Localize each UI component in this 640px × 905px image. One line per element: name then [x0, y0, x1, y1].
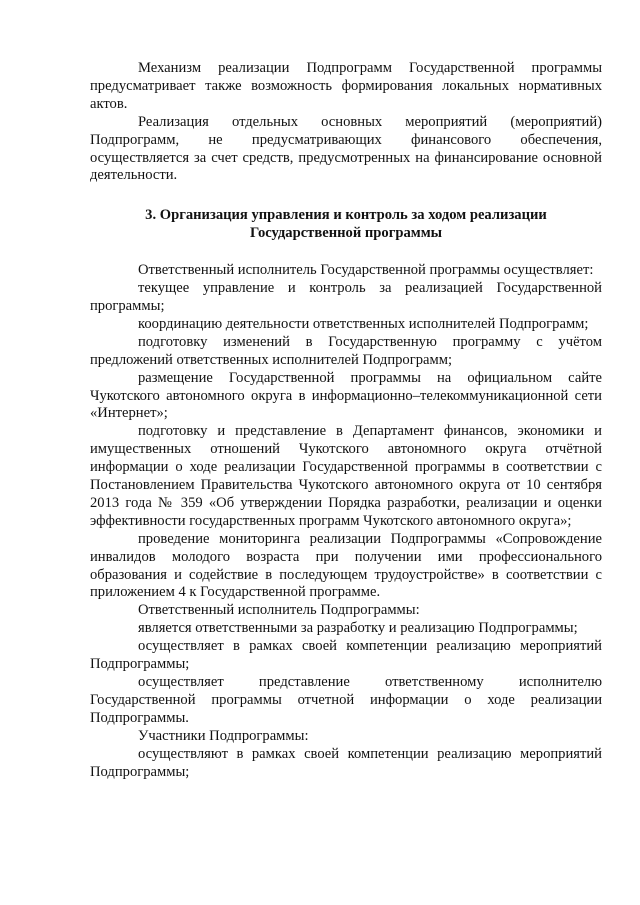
paragraph: размещение Государственной программы на официальном сайте Чукотского автономного округа в информационно–телекоммуникационной сети «Интернет»;: [90, 369, 602, 422]
paragraph: Ответственный исполнитель Государственной программы осуществляет:: [138, 262, 594, 279]
paragraph: Реализация отдельных основных мероприятий (мероприятий) Подпрограмм, не предусматривающих финансового обеспечения, осуществляется за счет средств, предусмотренных на финансирование основной деятельности.: [90, 113, 602, 184]
paragraph: Ответственный исполнитель Подпрограммы:: [138, 602, 420, 619]
paragraph: координацию деятельности ответственных исполнителей Подпрограмм;: [138, 315, 589, 332]
paragraph: осуществляет в рамках своей компетенции реализацию мероприятий Подпрограммы;: [90, 638, 602, 673]
paragraph: Механизм реализации Подпрограмм Государственной программы предусматривает также возможность формирования локальных нормативных актов.: [90, 60, 602, 112]
paragraph: осуществляет представление ответственному исполнителю Государственной программы отчетной информации о ходе реализации Подпрограммы.: [90, 674, 602, 726]
section-heading-line: Государственной программы: [249, 225, 443, 242]
paragraph: подготовку изменений в Государственную программу с учётом предложений ответственных исполнителей Подпрограмм;: [90, 333, 602, 368]
paragraph: текущее управление и контроль за реализацией Государственной программы;: [90, 280, 602, 314]
paragraph: осуществляют в рамках своей компетенции реализацию мероприятий Подпрограммы;: [90, 745, 602, 780]
section-heading: [90, 207, 602, 243]
paragraph: проведение мониторинга реализации Подпрограммы «Сопровождение инвалидов молодого возраста при получении ими профессионального образования и содействие в последующем трудоустройстве» в соответствии с приложением 4 к Государственной программе.: [90, 530, 602, 601]
paragraph: является ответственными за разработку и реализацию Подпрограммы;: [138, 620, 578, 637]
section-heading-line: 3. Организация управления и контроль за ходом реализации: [145, 207, 547, 224]
paragraph: Участники Подпрограммы:: [138, 727, 309, 744]
paragraph: подготовку и представление в Департамент финансов, экономики и имущественных отношений Чукотского автономного округа отчётной информации о ходе реализации Государственной программы в соответствии с Постановлением Правительства Чукотского автономного округа от 10 сентября 2013 года № 359 «Об утверждении Порядка разработки, реализации и оценки эффективности государственных программ Чукотского автономного округа»;: [90, 423, 602, 529]
document-page: [90, 60, 602, 781]
